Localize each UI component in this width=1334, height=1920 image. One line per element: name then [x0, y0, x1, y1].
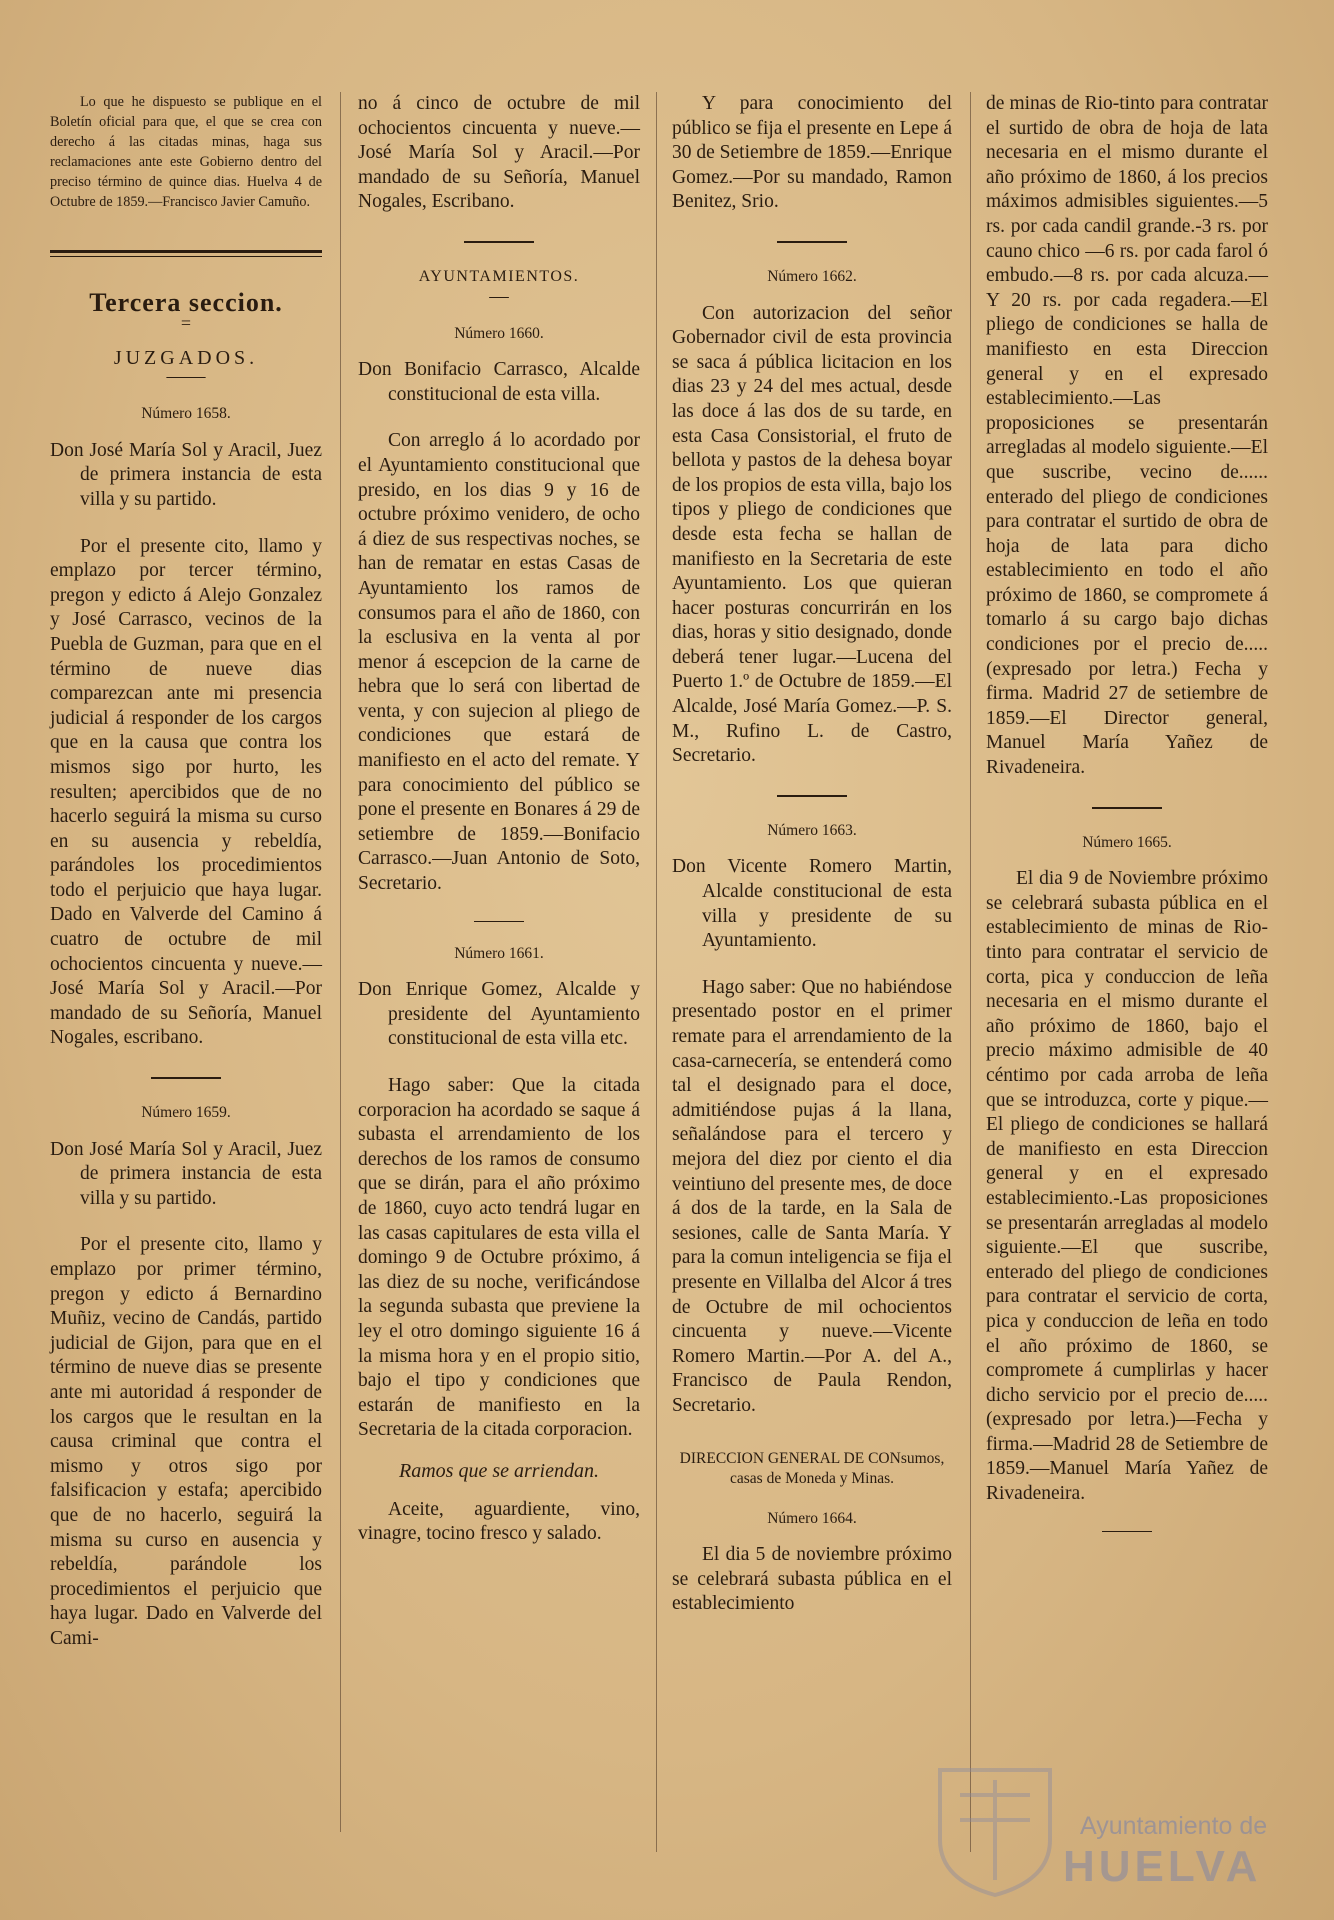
notice-number: Número 1665.	[1082, 833, 1172, 851]
notice-heading: Don Vicente Romero Martin, Alcalde constitucional de esta villa y presidente de su Ayuntamiento.	[672, 856, 952, 952]
notice-body: Por el presente cito, llamo y emplazo por tercer término, pregon y edicto á Alejo Gonzalez y José Carrasco, vecinos de la Puebla de Guzman, para que en el término de nueve dias comparezcan ante mi presencia judicial á responder de los cargos que en la causa que contra los mismos sigo por hurto, les resulten; apercibidos que de no hacerlo seguirá la misma su curso en su ausencia y rebeldía, parándoles los procedimientos todo el perjuicio que haya lugar. Dado en Valverde del Camino á cuatro de octubre de mil ochocientos cincuenta y nueve.—José María Sol y Aracil.—Por mandado de su Señoría, Manuel Nogales, escribano.	[50, 535, 322, 1049]
column-4	[986, 92, 1268, 1552]
notice-body: Con autorizacion del señor Gobernador civil de esta provincia se saca á pública licitacion en los dias 23 y 24 del mes actual, desde las doce á las dos de su tarde, en esta Casa Consistorial, el fruto de bellota y pastos de la dehesa boyar de los propios de esta villa, bajo los tipos y pliego de condiciones que desde esta fecha se hallan de manifiesto en la Secretaria de este Ayuntamiento. Los que quieran hacer posturas concurrirán en los dias, horas y sitio designado, donde deberá tener lugar.—Lucena del Puerto 1.º de Octubre de 1859.—El Alcalde, José María Gomez.—P. S. M., Rufino L. de Castro, Secretario.	[672, 302, 952, 767]
notice-divider	[777, 795, 847, 797]
notice-continuation: no á cinco de octubre de mil ochocientos cincuenta y nueve.—José María Sol y Aracil.—Por mandado de su Señoría, Manuel Nogales, Escribano.	[358, 93, 640, 213]
notice-number: Número 1661.	[454, 944, 544, 962]
column-rule	[970, 92, 971, 1852]
section-divider	[50, 256, 322, 257]
notice-body: Aceite, aguardiente, vino, vinagre, tocino fresco y salado.	[358, 1498, 640, 1545]
notice-body: El dia 5 de noviembre próximo se celebrará subasta pública en el establecimiento	[672, 1544, 952, 1615]
notice-number: Número 1663.	[767, 821, 857, 839]
notice-heading: Don Enrique Gomez, Alcalde y presidente del Ayuntamiento constitucional de esta villa etc.	[358, 979, 640, 1050]
subheading: Ramos que se arriendan.	[399, 1459, 599, 1482]
section-title: DIRECCION GENERAL DE CONsumos, casas de Moneda y Minas.	[679, 1449, 945, 1487]
notice-number: Número 1659.	[141, 1104, 231, 1122]
subsection-ornament: ——	[166, 366, 206, 388]
title-ornament: =	[180, 312, 192, 333]
notice-body: Con arreglo á lo acordado por el Ayuntamiento constitucional que presido, en los dias 9 y 16 de octubre próximo venidero, de ocho á diez de sus respectivas noches, se han de rematar en estas Casas de Ayuntamiento los ramos de consumos para el año de 1860, con la esclusiva en la venta al por menor á escepcion de la carne de hebra que lo será con libertad de venta, y con sujecion al pliego de condiciones que estará de manifiesto en el acto del remate. Y para conocimiento del público se pone el presente en Bonares á 29 de setiembre de 1859.—Bonifacio Carrasco.—Juan Antonio de Soto, Secretario.	[358, 430, 640, 895]
section-title: AYUNTAMIENTOS.	[418, 267, 580, 285]
notice-divider	[1092, 807, 1162, 809]
notice-heading: Don José María Sol y Aracil, Juez de primera instancia de esta villa y su partido.	[50, 439, 322, 510]
watermark-line-1: Ayuntamiento de	[1080, 1812, 1268, 1840]
notice-divider	[474, 921, 524, 922]
notice-body: Por el presente cito, llamo y emplazo por primer término, pregon y edicto á Bernardino Muñiz, vecino de Candás, partido judicial de Gijon, para que en el término de nueve dias se presente ante mi autoridad á responder de los cargos que le resultan en la causa criminal que contra el mismo y otros sigo por falsificacion y estafa; apercibido que de no hacerlo, seguirá la misma su curso en ausencia y rebeldía, parándole los procedimientos el perjuicio que haya lugar. Dado en Valverde del Cami-	[50, 1234, 322, 1649]
notice-divider	[777, 241, 847, 243]
notice-body: El dia 9 de Noviembre próximo se celebrará subasta pública en el establecimiento de minas de Rio-tinto para contratar el servicio de corta, pica y conduccion de leña necesaria en el mismo durante el año próximo de 1860, bajo el precio máximo admisible de 40 céntimo por cada arroba de leña que se introduzca, corte y pique.—El pliego de condiciones se hallará de manifiesto en esta Direccion general y en el expresado establecimiento.-Las proposiciones se presentarán arregladas al modelo siguiente.—El que suscribe, enterado del pliego de condiciones para contratar el servicio de corta, pica y conduccion de leña en todo el año próximo de 1860, se compromete á cumplirlas y hacer dicho servicio por el precio de..... (expresado por letra.)—Fecha y firma.—Madrid 28 de Setiembre de 1859.—Manuel María Yañez de Rivadeneira.	[986, 868, 1268, 1505]
notice-continuation: Y para conocimiento del público se fija el presente en Lepe á 30 de Setiembre de 1859.—Enrique Gomez.—Por su mandado, Ramon Benitez, Srio.	[672, 93, 952, 213]
watermark-line-2: HUELVA	[1063, 1842, 1262, 1891]
column-2	[358, 92, 640, 1547]
subsection-title: JUZGADOS.	[113, 346, 259, 369]
notice-number: Número 1662.	[767, 267, 857, 285]
column-1	[50, 92, 322, 1652]
notice-continuation: de minas de Rio-tinto para contratar el surtido de obra de hoja de lata necesaria en el mismo durante el año próximo de 1860, á los precios máximos admisibles siguientes.—5 rs. por cada candil grande.-3 rs. por cauno chico —6 rs. por cada farol ó embudo.—8 rs. por cada alcuza.—Y 20 rs. por cada regadera.—El pliego de condiciones se halla de manifiesto en esta Direccion general y en el expresado establecimiento.—Las proposiciones se presentarán arregladas al modelo siguiente.—El que suscribe, vecino de...... enterado del pliego de condiciones para contratar el surtido de obra de hoja de lata para dicho establecimiento en todo el año próximo de 1860, se compromete á tomarlo á su cargo bajo dichas condiciones por el precio de.....(expresado por letra.) Fecha y firma. Madrid 27 de setiembre de 1859.—El Director general, Manuel María Yañez de Rivadeneira.	[986, 93, 1268, 779]
section-title: Tercera seccion.	[89, 288, 283, 317]
column-3	[672, 92, 952, 1617]
notice-number: Número 1658.	[141, 405, 231, 423]
notice-divider	[151, 1077, 221, 1079]
notice-heading: Don José María Sol y Aracil, Juez de primera instancia de esta villa y su partido.	[50, 1138, 322, 1209]
column-rule	[656, 92, 657, 1852]
notice-heading: Don Bonifacio Carrasco, Alcalde constitucional de esta villa.	[358, 359, 640, 405]
section-divider	[50, 250, 322, 253]
notice-divider	[1102, 1531, 1152, 1532]
intro-notice: Lo que he dispuesto se publique en el Boletín oficial para que, el que se crea con derecho á las citadas minas, haga sus reclamaciones ante este Gobierno dentro del preciso término de quince dias. Huelva 4 de Octubre de 1859.—Francisco Javier Camuño.	[50, 94, 322, 210]
notice-divider	[464, 241, 534, 243]
notice-body: Hago saber: Que la citada corporacion ha acordado se saque á subasta el arrendamiento de los derechos de los ramos de consumo que se dirán, para el año próximo de 1860, cuyo acto tendrá lugar en las casas capitulares de esta villa el domingo 9 de Octubre próximo, á las diez de su noche, verificándose la segunda subasta que previene la ley el otro domingo siguiente 16 á la misma hora y en el propio sitio, bajo el tipo y condiciones que estarán de manifiesto en la Secretaria de la citada corporacion.	[358, 1075, 640, 1441]
section-ornament: —	[489, 285, 509, 307]
column-rule	[340, 92, 341, 1832]
notice-number: Número 1660.	[454, 324, 544, 342]
notice-body: Hago saber: Que no habiéndose presentado postor en el primer remate para el arrendamiento de la casa-carnecería, se entenderá como tal el designado para el doce, admitiéndose pujas á la llana, señalándose para el tercero y mejora del diez por ciento el dia veintiuno del presente mes, de doce á dos de la tarde, en la Sala de sesiones, calle de Santa María. Y para la comun inteligencia se fija el presente en Villalba del Alcor á tres de Octubre de mil ochocientos cincuenta y nueve.—Vicente Romero Martin.—Por A. del A., Francisco de Paula Rendon, Secretario.	[672, 976, 952, 1416]
notice-number: Número 1664.	[767, 1509, 857, 1527]
